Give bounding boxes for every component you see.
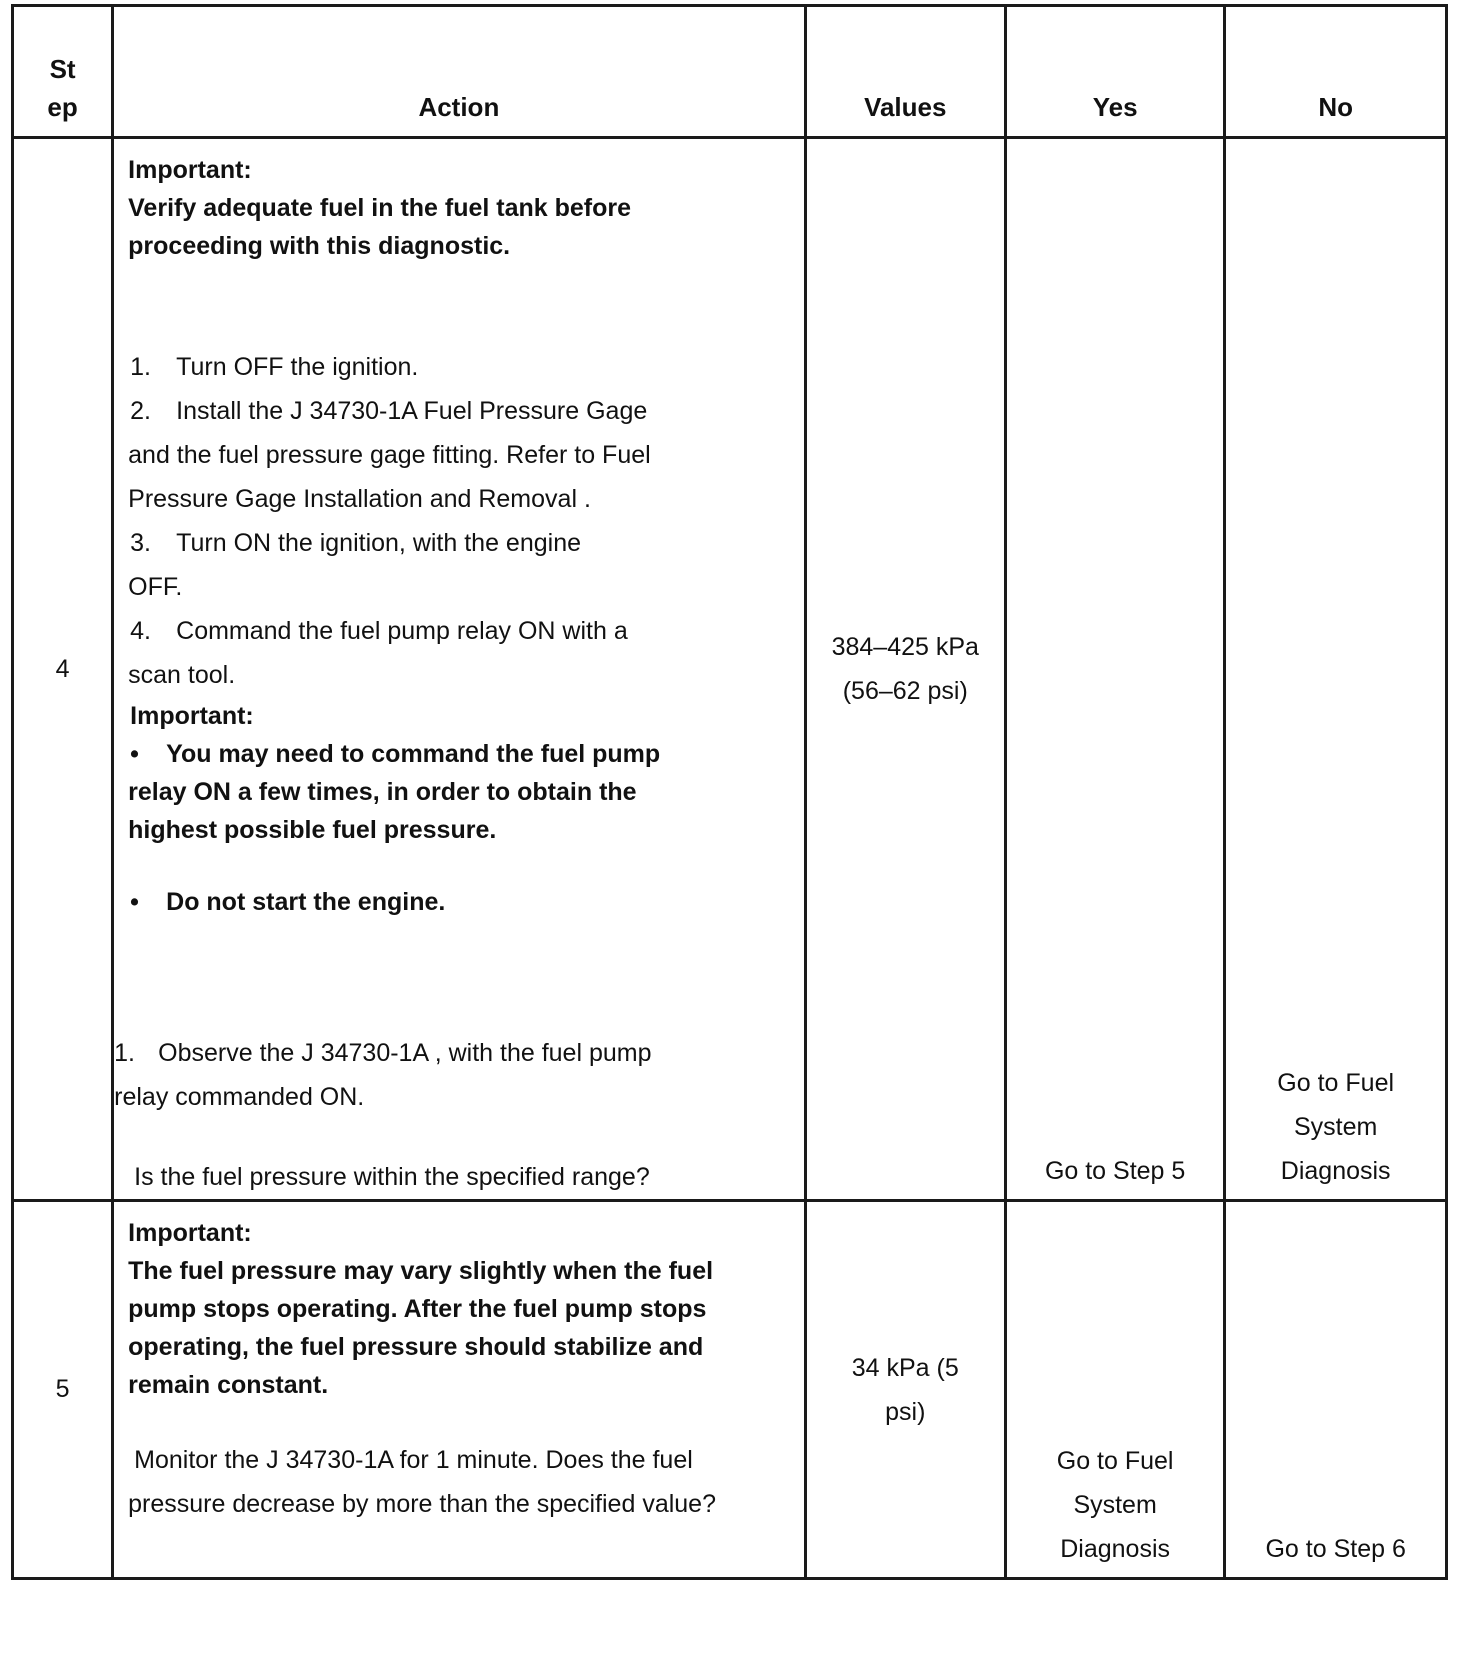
list-item: 2. Install the J 34730-1A Fuel Pressure Gage and the fuel pressure gage fitting. Refer to Fuel Pressure Gage Installation and Removal . xyxy=(128,397,651,513)
important-label: Important: xyxy=(130,702,254,730)
yes-cell: Go to Fuel System Diagnosis xyxy=(1005,1201,1224,1579)
yes-cell: Go to Step 5 xyxy=(1005,138,1224,1201)
header-values: Values xyxy=(805,6,1005,138)
action-cell xyxy=(113,138,805,1201)
important-label: Important: xyxy=(128,156,252,184)
no-cell: Go to Fuel System Diagnosis xyxy=(1225,138,1447,1201)
header-step: St ep xyxy=(13,6,113,138)
important-text: Verify adequate fuel in the fuel tank before proceeding with this diagnostic. xyxy=(128,194,632,260)
no-cell: Go to Step 6 xyxy=(1225,1201,1447,1579)
list-item: 1. Observe the J 34730-1A , with the fuel pump relay commanded ON. xyxy=(114,1039,652,1111)
header-yes: Yes xyxy=(1005,6,1224,138)
table-row-step-5 xyxy=(13,1201,1447,1579)
header-action: Action xyxy=(113,6,805,138)
bullet-item: • You may need to command the fuel pump relay ON a few times, in order to obtain the highest possible fuel pressure. xyxy=(128,740,661,844)
important-label: Important: xyxy=(128,1219,252,1247)
table-row-step-4 xyxy=(13,138,1447,1201)
value-cell: 384–425 kPa (56–62 psi) xyxy=(805,138,1005,1201)
header-no: No xyxy=(1225,6,1447,138)
list-item: 4. Command the fuel pump relay ON with a scan tool. xyxy=(128,617,628,689)
value-cell: 34 kPa (5 psi) xyxy=(805,1201,1005,1579)
question-text: Is the fuel pressure within the specified range? xyxy=(134,1163,650,1191)
list-item: 1. Turn OFF the ignition. xyxy=(130,353,419,381)
diagnostic-table xyxy=(11,4,1448,1580)
action-cell xyxy=(113,1201,805,1579)
question-text: Monitor the J 34730-1A for 1 minute. Does the fuel pressure decrease by more than the specified value? xyxy=(128,1446,716,1518)
important-text: The fuel pressure may vary slightly when the fuel pump stops operating. After the fuel pump stops operating, the fuel pressure should stabilize and remain constant. xyxy=(128,1257,714,1399)
bullet-item: • Do not start the engine. xyxy=(130,888,446,916)
header-row xyxy=(13,6,1447,138)
step-number: 5 xyxy=(13,1201,113,1579)
list-item: 3. Turn ON the ignition, with the engine OFF. xyxy=(128,529,581,601)
step-number: 4 xyxy=(13,138,113,1201)
